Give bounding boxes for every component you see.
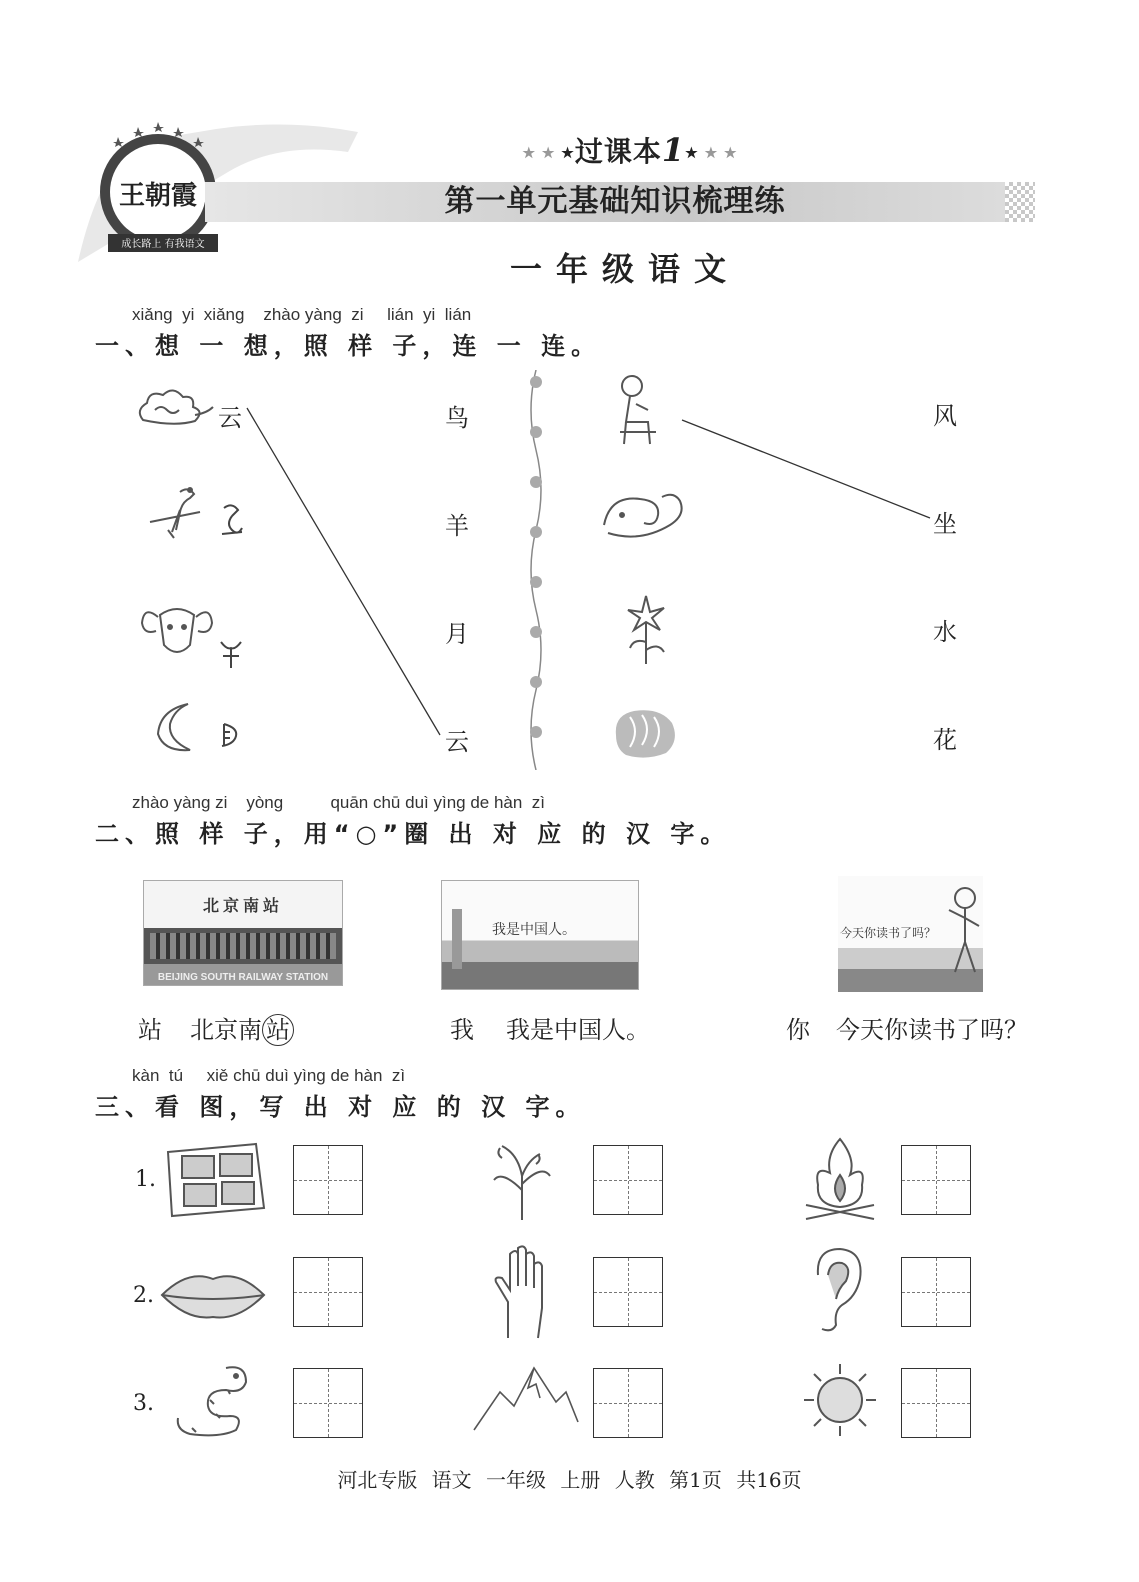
page-footer: 河北专版 语文 一年级 上册 人教 第1页 共16页 <box>337 1468 802 1492</box>
writing-grid-3-2[interactable] <box>593 1368 663 1438</box>
row-number-3: 3. <box>133 1391 154 1416</box>
writing-grid-3-3[interactable] <box>901 1368 971 1438</box>
writing-grid-2-1[interactable] <box>293 1257 363 1327</box>
q2-char-2: 我 <box>450 1016 474 1044</box>
field-icon <box>160 1140 270 1220</box>
rice-plant-icon <box>488 1140 558 1222</box>
middle-word-4: 云 <box>445 728 469 756</box>
right-word-3: 水 <box>933 618 957 646</box>
left-char-1: 云 <box>218 404 242 432</box>
water-icon <box>610 705 680 760</box>
row-number-2: 2. <box>133 1283 154 1308</box>
right-word-2: 坐 <box>933 510 957 538</box>
circled-char: 站 <box>262 1014 294 1046</box>
station-photo <box>143 880 343 986</box>
bird-pictograph <box>218 500 246 540</box>
writing-grid-1-3[interactable] <box>901 1145 971 1215</box>
hand-icon <box>490 1242 560 1342</box>
writing-grid-3-1[interactable] <box>293 1368 363 1438</box>
reading-boy-photo-text: 今天你读书了吗？ <box>840 926 937 940</box>
q2-sentence-1-text: 北京南 <box>190 1016 262 1044</box>
middle-word-1: 鸟 <box>445 404 469 432</box>
bird-icon <box>140 480 215 545</box>
ram-pictograph <box>217 638 245 670</box>
q2-char-3: 你 <box>786 1016 810 1044</box>
station-photo-caption: BEIJING SOUTH RAILWAY STATION <box>157 972 329 983</box>
page-subtitle: 一年级语文 <box>509 250 740 288</box>
q1-title: 一、想 一 想，照 样 子，连 一 连。 <box>95 332 602 360</box>
q2-char-1: 站 <box>138 1016 162 1044</box>
wind-icon <box>600 485 690 545</box>
ear-icon <box>808 1245 868 1335</box>
sun-icon <box>800 1360 880 1440</box>
right-word-1: 风 <box>933 402 957 430</box>
floral-divider <box>518 370 554 770</box>
q3-pinyin: kàn tú xiě chū duì yìng de hàn zì <box>132 1066 406 1085</box>
q2-sentence-3: 今天你读书了吗？ <box>836 1016 1028 1044</box>
worm-icon <box>170 1360 255 1440</box>
middle-word-2: 羊 <box>445 512 469 540</box>
flower-icon <box>620 592 670 667</box>
q2-sentence-2: 我是中国人。 <box>506 1016 650 1044</box>
right-word-4: 花 <box>933 726 957 754</box>
mountain-icon <box>470 1362 580 1434</box>
series-number: 1 <box>661 131 686 169</box>
moon-icon <box>150 700 205 755</box>
moon-pictograph <box>218 722 240 748</box>
q2-sentence-1 <box>190 1010 294 1046</box>
q2-pinyin: zhào yàng zi yòng quān chū duì yìng de hàn zì <box>132 793 545 812</box>
cloud-icon <box>135 385 215 440</box>
q3-title: 三、看 图，写 出 对 应 的 汉 字。 <box>95 1093 586 1121</box>
series-name: 过课本 <box>574 135 662 168</box>
unit-title: 第一单元基础知识梳理练 <box>444 184 786 219</box>
writing-grid-2-2[interactable] <box>593 1257 663 1327</box>
mouth-icon <box>158 1265 268 1323</box>
series-label: ★ ★ ★过课本1★ ★ ★ <box>522 131 738 169</box>
writing-grid-1-1[interactable] <box>293 1145 363 1215</box>
great-wall-photo-text: 我是中国人。 <box>492 922 576 938</box>
q2-title: 二、照 样 子，用“○”圈 出 对 应 的 汉 字。 <box>95 820 731 848</box>
fire-icon <box>800 1135 880 1225</box>
logo-text: 王朝霞 <box>118 181 198 211</box>
great-wall-photo <box>441 880 639 990</box>
logo-slogan: 成长路上 有我语文 <box>121 239 205 250</box>
station-photo-text: 北京南站 <box>202 896 283 915</box>
middle-word-3: 月 <box>445 620 469 648</box>
writing-grid-2-3[interactable] <box>901 1257 971 1327</box>
q1-pinyin: xiǎng yi xiǎng zhào yàng zi lián yi lián <box>132 305 472 324</box>
writing-grid-1-2[interactable] <box>593 1145 663 1215</box>
reading-boy-photo <box>838 876 983 992</box>
girl-sitting-icon <box>612 374 662 452</box>
row-number-1: 1. <box>135 1167 156 1192</box>
ram-icon <box>138 597 216 659</box>
